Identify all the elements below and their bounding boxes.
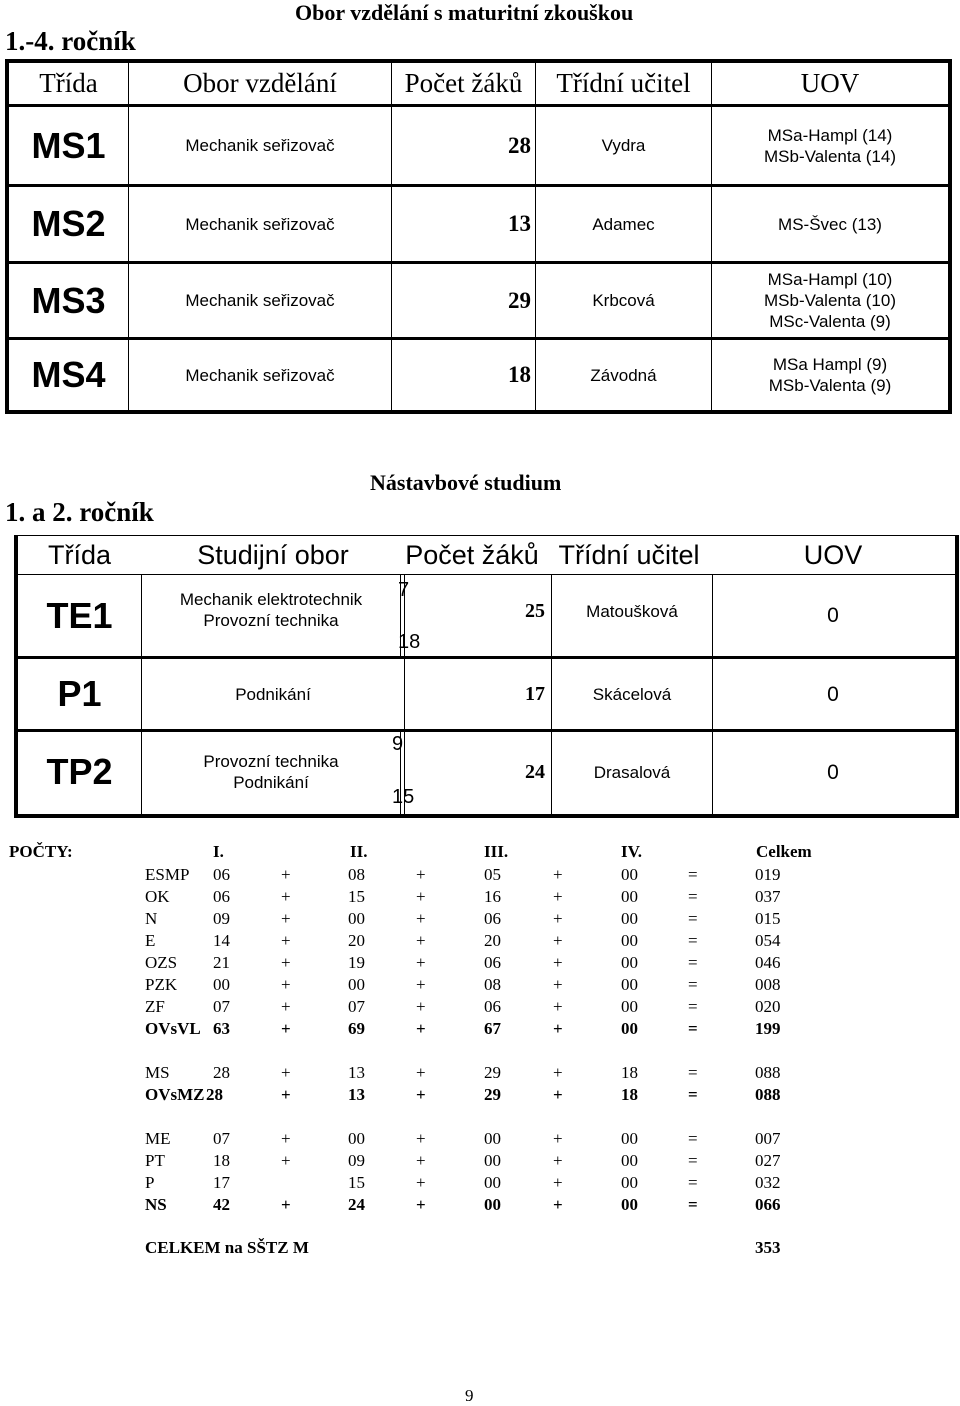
counts-row-value: 08 <box>484 975 501 994</box>
table-row-ms1-teacher: Vydra <box>601 136 646 155</box>
counts-row-value: 63 <box>213 1019 230 1038</box>
counts-col-1: I. <box>213 842 224 861</box>
counts-row-total: 054 <box>755 931 781 950</box>
table-row-ms2-class: MS2 <box>31 203 106 244</box>
counts-row-value: 05 <box>484 865 501 884</box>
table-row-ms1-field: Mechanik seřizovač <box>185 136 335 155</box>
table-row-ms4-class: MS4 <box>31 354 106 395</box>
table-row-ms3-count: 29 <box>508 287 531 313</box>
table-row-tp2-count: 24 <box>525 760 545 783</box>
plus-sign: + <box>416 909 426 928</box>
counts-row-name: ME <box>145 1129 171 1148</box>
equals-sign: = <box>688 953 698 972</box>
counts-row-name: NS <box>145 1195 167 1214</box>
counts-row-total: 066 <box>755 1195 781 1214</box>
counts-row-name: OK <box>145 887 170 906</box>
header-pocet: Počet žáků <box>405 539 539 570</box>
plus-sign: + <box>281 865 291 884</box>
plus-sign: + <box>553 997 563 1016</box>
plus-sign: + <box>553 865 563 884</box>
counts-row-name: OVsVL <box>145 1019 201 1038</box>
table-row-tp2-class: TP2 <box>46 751 113 792</box>
table-row-p1-count: 17 <box>525 682 545 705</box>
equals-sign: = <box>688 1173 698 1192</box>
extension-study-table <box>14 535 959 818</box>
equals-sign: = <box>688 1195 698 1214</box>
plus-sign: + <box>281 1085 291 1104</box>
section1-year-label: 1.-4. ročník <box>5 26 136 56</box>
plus-sign: + <box>281 1151 291 1170</box>
equals-sign: = <box>688 909 698 928</box>
counts-row-value: 00 <box>348 1129 365 1148</box>
page-number: 9 <box>465 1386 474 1405</box>
counts-row-value: 09 <box>348 1151 365 1170</box>
uov-line: MSb-Valenta (14) <box>764 146 896 166</box>
equals-sign: = <box>688 1085 698 1104</box>
counts-row-value: 00 <box>621 953 638 972</box>
table-row-te1-teacher: Matoušková <box>586 601 678 621</box>
counts-row-value: 00 <box>621 931 638 950</box>
section2-title: Nástavbové studium <box>370 470 562 495</box>
table-row-ms2-count: 13 <box>508 211 531 236</box>
counts-label: POČTY: <box>9 842 73 861</box>
uov-line: MSa-Hampl (14) <box>767 125 893 145</box>
table-row-ms2-teacher: Adamec <box>592 214 655 234</box>
field-line: Mechanik elektrotechnik <box>179 590 363 609</box>
equals-sign: = <box>688 1063 698 1082</box>
table-row-tp2-fields <box>142 732 400 812</box>
counts-row-name: OZS <box>145 953 178 972</box>
counts-row-total: 020 <box>755 997 781 1016</box>
plus-sign: + <box>553 1085 563 1104</box>
counts-row-value: 00 <box>621 997 638 1016</box>
equals-sign: = <box>688 997 698 1016</box>
plus-sign: + <box>281 1195 291 1214</box>
equals-sign: = <box>688 931 698 950</box>
table-row-tp2-subcount-2: 15 <box>392 786 415 808</box>
plus-sign: + <box>416 975 426 994</box>
table-row-p1-teacher: Skácelová <box>592 684 672 704</box>
counts-row-value: 07 <box>213 1129 230 1148</box>
counts-row-value: 13 <box>348 1063 365 1082</box>
plus-sign: + <box>416 953 426 972</box>
plus-sign: + <box>416 1085 426 1104</box>
counts-col-total: Celkem <box>756 842 812 861</box>
counts-row-value: 19 <box>348 953 365 972</box>
plus-sign: + <box>553 1151 563 1170</box>
counts-row-value: 20 <box>348 931 365 950</box>
counts-row-value: 29 <box>484 1085 501 1104</box>
field-line: Provozní technika <box>203 611 339 630</box>
counts-col-4: IV. <box>621 842 642 861</box>
table-row-tp2-teacher: Drasalová <box>593 762 671 782</box>
counts-row-name: P <box>145 1173 155 1192</box>
counts-row-value: 00 <box>621 1151 638 1170</box>
plus-sign: + <box>281 953 291 972</box>
counts-row-value: 20 <box>484 931 501 950</box>
equals-sign: = <box>688 975 698 994</box>
header-trida: Třída <box>39 68 98 98</box>
uov-line: MSa Hampl (9) <box>772 355 888 374</box>
table-row-te1-subcount-2: 18 <box>398 631 421 653</box>
equals-sign: = <box>688 865 698 884</box>
table-row-p1-uov: 0 <box>827 682 839 706</box>
table-row-ms4-uov <box>712 340 948 410</box>
counts-row-value: 16 <box>484 887 501 906</box>
header-ucitel: Třídní učitel <box>558 539 700 570</box>
table-row-ms3-teacher: Krbcová <box>592 291 655 310</box>
counts-row-value: 28 <box>213 1063 230 1082</box>
grand-total-value: 353 <box>755 1238 781 1257</box>
table-row-p1-field: Podnikání <box>235 684 311 704</box>
counts-row-value: 08 <box>348 865 365 884</box>
counts-row-total: 027 <box>755 1151 781 1170</box>
plus-sign: + <box>553 1195 563 1214</box>
plus-sign: + <box>553 1019 563 1038</box>
equals-sign: = <box>688 1019 698 1038</box>
plus-sign: + <box>281 1019 291 1038</box>
table-row-ms4-field: Mechanik seřizovač <box>185 365 335 385</box>
plus-sign: + <box>281 997 291 1016</box>
counts-row-value: 00 <box>621 975 638 994</box>
table-row-ms3-class: MS3 <box>31 279 106 321</box>
grand-total-label: CELKEM na SŠTZ M <box>145 1238 309 1257</box>
uov-line: MSb-Valenta (9) <box>768 376 892 395</box>
plus-sign: + <box>553 1129 563 1148</box>
table-row-ms1-class: MS1 <box>31 124 106 166</box>
counts-row-total: 037 <box>755 887 781 906</box>
counts-row-value: 00 <box>621 865 638 884</box>
header-trida: Třída <box>47 539 112 570</box>
counts-row-value: 00 <box>621 1129 638 1148</box>
counts-row-name: E <box>145 931 156 950</box>
equals-sign: = <box>688 887 698 906</box>
counts-row-value: 07 <box>213 997 230 1016</box>
plus-sign: + <box>416 997 426 1016</box>
plus-sign: + <box>416 931 426 950</box>
counts-row-value: 00 <box>484 1173 501 1192</box>
section1-title: Obor vzdělání s maturitní zkouškou <box>295 0 634 25</box>
field-line: Provozní technika <box>203 752 339 771</box>
counts-row-value: 00 <box>621 1019 638 1038</box>
equals-sign: = <box>688 1151 698 1170</box>
counts-row-value: 28 <box>206 1085 223 1104</box>
plus-sign: + <box>281 1129 291 1148</box>
table-row-te1-class: TE1 <box>46 594 113 636</box>
counts-row-total: 032 <box>755 1173 781 1192</box>
counts-row-value: 14 <box>213 931 230 950</box>
plus-sign: + <box>553 887 563 906</box>
plus-sign: + <box>553 975 563 994</box>
counts-row-name: PZK <box>145 975 178 994</box>
counts-row-value: 09 <box>213 909 230 928</box>
counts-row-name: N <box>145 909 158 928</box>
counts-row-value: 15 <box>348 1173 365 1192</box>
plus-sign: + <box>281 1063 291 1082</box>
table-row-ms3-uov <box>712 264 948 337</box>
table-row-te1-subcount-1: 7 <box>398 579 410 601</box>
plus-sign: + <box>416 1019 426 1038</box>
table-row-te1-fields <box>142 575 400 645</box>
counts-row-total: 007 <box>755 1129 781 1148</box>
counts-row-total: 046 <box>755 953 781 972</box>
counts-row-total: 088 <box>755 1085 781 1104</box>
counts-row-value: 18 <box>621 1085 638 1104</box>
plus-sign: + <box>281 931 291 950</box>
plus-sign: + <box>281 909 291 928</box>
section2-year-label: 1. a 2. ročník <box>5 497 154 527</box>
counts-row-name: PT <box>145 1151 165 1170</box>
counts-row-total: 199 <box>755 1019 781 1038</box>
table-row-ms3-field: Mechanik seřizovač <box>185 291 335 310</box>
counts-row-value: 06 <box>484 953 501 972</box>
counts-row-value: 00 <box>348 909 365 928</box>
counts-row-total: 008 <box>755 975 781 994</box>
counts-row-value: 00 <box>484 1195 501 1214</box>
table-row-ms1-count: 28 <box>508 132 531 158</box>
counts-row-name: ESMP <box>145 865 190 884</box>
counts-row-name: MS <box>145 1063 170 1082</box>
plus-sign: + <box>416 1173 426 1192</box>
plus-sign: + <box>553 1173 563 1192</box>
uov-line: MSa-Hampl (10) <box>767 270 893 289</box>
header-pocet: Počet žáků <box>404 68 523 98</box>
uov-line: MSc-Valenta (9) <box>769 312 891 331</box>
counts-row-value: 00 <box>621 1173 638 1192</box>
plus-sign: + <box>416 887 426 906</box>
counts-row-value: 06 <box>213 887 230 906</box>
plus-sign: + <box>281 975 291 994</box>
table-row-te1-uov: 0 <box>827 604 839 627</box>
table-row-p1-class: P1 <box>57 673 102 714</box>
counts-row-name: OVsMZ <box>145 1085 205 1104</box>
counts-row-value: 00 <box>484 1151 501 1170</box>
table-row-tp2-uov: 0 <box>827 760 839 784</box>
plus-sign: + <box>416 1129 426 1148</box>
uov-line: MSb-Valenta (10) <box>764 291 896 310</box>
counts-row-value: 00 <box>348 975 365 994</box>
counts-row-value: 13 <box>348 1085 365 1104</box>
header-uov: UOV <box>803 539 863 570</box>
plus-sign: + <box>553 953 563 972</box>
counts-row-value: 00 <box>213 975 230 994</box>
counts-row-value: 18 <box>213 1151 230 1170</box>
counts-row-value: 00 <box>484 1129 501 1148</box>
header-studijni-obor: Studijní obor <box>197 539 349 570</box>
counts-row-value: 07 <box>348 997 365 1016</box>
plus-sign: + <box>416 1195 426 1214</box>
plus-sign: + <box>416 865 426 884</box>
counts-row-value: 06 <box>213 865 230 884</box>
table-row-ms4-teacher: Závodná <box>590 365 657 385</box>
plus-sign: + <box>416 1151 426 1170</box>
counts-row-value: 24 <box>348 1195 365 1214</box>
counts-row-value: 00 <box>621 1195 638 1214</box>
classes-table <box>5 59 952 414</box>
counts-row-value: 17 <box>213 1173 230 1192</box>
counts-row-value: 42 <box>213 1195 230 1214</box>
table-row-tp2-subcount-1: 9 <box>392 733 404 755</box>
counts-row-total: 088 <box>755 1063 781 1082</box>
counts-row-total: 015 <box>755 909 781 928</box>
counts-row-value: 18 <box>621 1063 638 1082</box>
counts-row-value: 00 <box>621 887 638 906</box>
counts-row-value: 67 <box>484 1019 501 1038</box>
counts-row-total: 019 <box>755 865 781 884</box>
counts-row-name: ZF <box>145 997 165 1016</box>
counts-col-2: II. <box>350 842 368 861</box>
counts-col-3: III. <box>484 842 509 861</box>
counts-row-value: 06 <box>484 997 501 1016</box>
counts-row-value: 06 <box>484 909 501 928</box>
plus-sign: + <box>416 1063 426 1082</box>
header-obor: Obor vzdělání <box>183 68 337 98</box>
header-ucitel: Třídní učitel <box>556 68 691 98</box>
table-row-te1-count: 25 <box>525 599 545 622</box>
plus-sign: + <box>553 909 563 928</box>
table-row-ms2-uov: MS-Švec (13) <box>778 214 882 234</box>
field-line: Podnikání <box>233 773 309 792</box>
counts-row-value: 00 <box>621 909 638 928</box>
plus-sign: + <box>553 931 563 950</box>
table-row-ms1-uov <box>712 107 948 184</box>
counts-row-value: 69 <box>348 1019 365 1038</box>
plus-sign: + <box>553 1063 563 1082</box>
counts-row-value: 29 <box>484 1063 501 1082</box>
equals-sign: = <box>688 1129 698 1148</box>
plus-sign: + <box>281 887 291 906</box>
counts-row-value: 15 <box>348 887 365 906</box>
table-row-ms2-field: Mechanik seřizovač <box>185 214 335 234</box>
counts-row-value: 21 <box>213 953 230 972</box>
header-uov: UOV <box>800 68 860 98</box>
table-row-ms4-count: 18 <box>508 362 531 387</box>
